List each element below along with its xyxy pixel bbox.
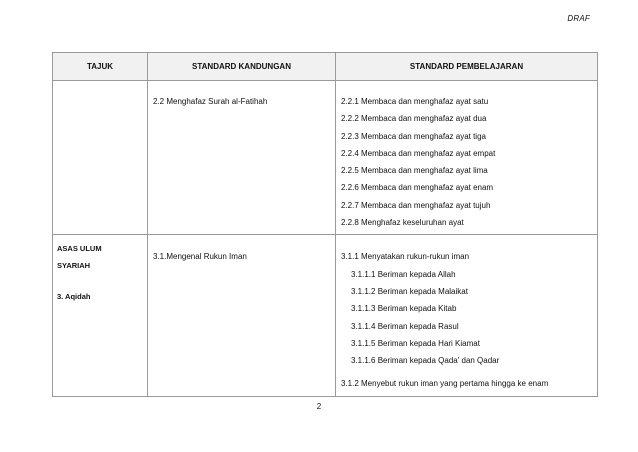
list-item: 3.1.1 Menyatakan rukun-rukun iman xyxy=(341,252,470,262)
list-item: 2.2.5 Membaca dan menghafaz ayat lima xyxy=(341,166,488,176)
pembelajaran-cell xyxy=(336,81,598,235)
page-number: 2 xyxy=(316,402,322,411)
list-item: 3.1.1.5 Beriman kepada Hari Kiamat xyxy=(351,338,480,348)
header-standard-pembelajaran: STANDARD PEMBELAJARAN xyxy=(336,53,598,81)
header-tajuk: TAJUK xyxy=(53,53,148,81)
kandungan-cell xyxy=(148,81,336,235)
tajuk-subtitle: 3. Aqidah xyxy=(57,292,91,302)
kandungan-text: 3.1.Mengenal Rukun Iman xyxy=(153,252,247,262)
curriculum-table xyxy=(52,52,598,397)
tajuk-title-line1: ASAS ULUM xyxy=(57,244,102,254)
list-item: 2.2.4 Membaca dan menghafaz ayat empat xyxy=(341,148,496,158)
tajuk-title-line2: SYARIAH xyxy=(57,261,91,271)
list-item: 3.1.1.2 Beriman kepada Malaikat xyxy=(351,286,468,296)
header-standard-kandungan: STANDARD KANDUNGAN xyxy=(148,53,336,81)
list-item: 2.2.1 Membaca dan menghafaz ayat satu xyxy=(341,97,489,106)
kandungan-text: 2.2 Menghafaz Surah al-Fatihah xyxy=(153,97,268,106)
draft-label: DRAF xyxy=(567,14,590,23)
tajuk-cell-empty xyxy=(53,81,148,235)
list-item: 3.1.1.4 Beriman kepada Rasul xyxy=(351,321,459,331)
list-item: 3.1.2 Menyebut rukun iman yang pertama hingga ke enam xyxy=(341,379,549,389)
table-row xyxy=(53,81,598,235)
list-item: 3.1.1.6 Beriman kepada Qada' dan Qadar xyxy=(351,356,500,366)
table-row xyxy=(53,235,598,396)
list-item: 2.2.8 Menghafaz keseluruhan ayat xyxy=(341,218,464,228)
list-item: 3.1.1.3 Beriman kepada Kitab xyxy=(351,304,457,314)
kandungan-cell xyxy=(148,235,336,396)
tajuk-cell xyxy=(53,235,148,396)
list-item: 2.2.6 Membaca dan menghafaz ayat enam xyxy=(341,183,494,193)
pembelajaran-cell xyxy=(336,235,598,396)
list-item: 3.1.1.1 Beriman kepada Allah xyxy=(351,269,456,279)
list-item: 2.2.7 Membaca dan menghafaz ayat tujuh xyxy=(341,200,491,210)
table-header-row xyxy=(53,53,598,81)
list-item: 2.2.2 Membaca dan menghafaz ayat dua xyxy=(341,114,487,124)
list-item: 2.2.3 Membaca dan menghafaz ayat tiga xyxy=(341,131,486,141)
